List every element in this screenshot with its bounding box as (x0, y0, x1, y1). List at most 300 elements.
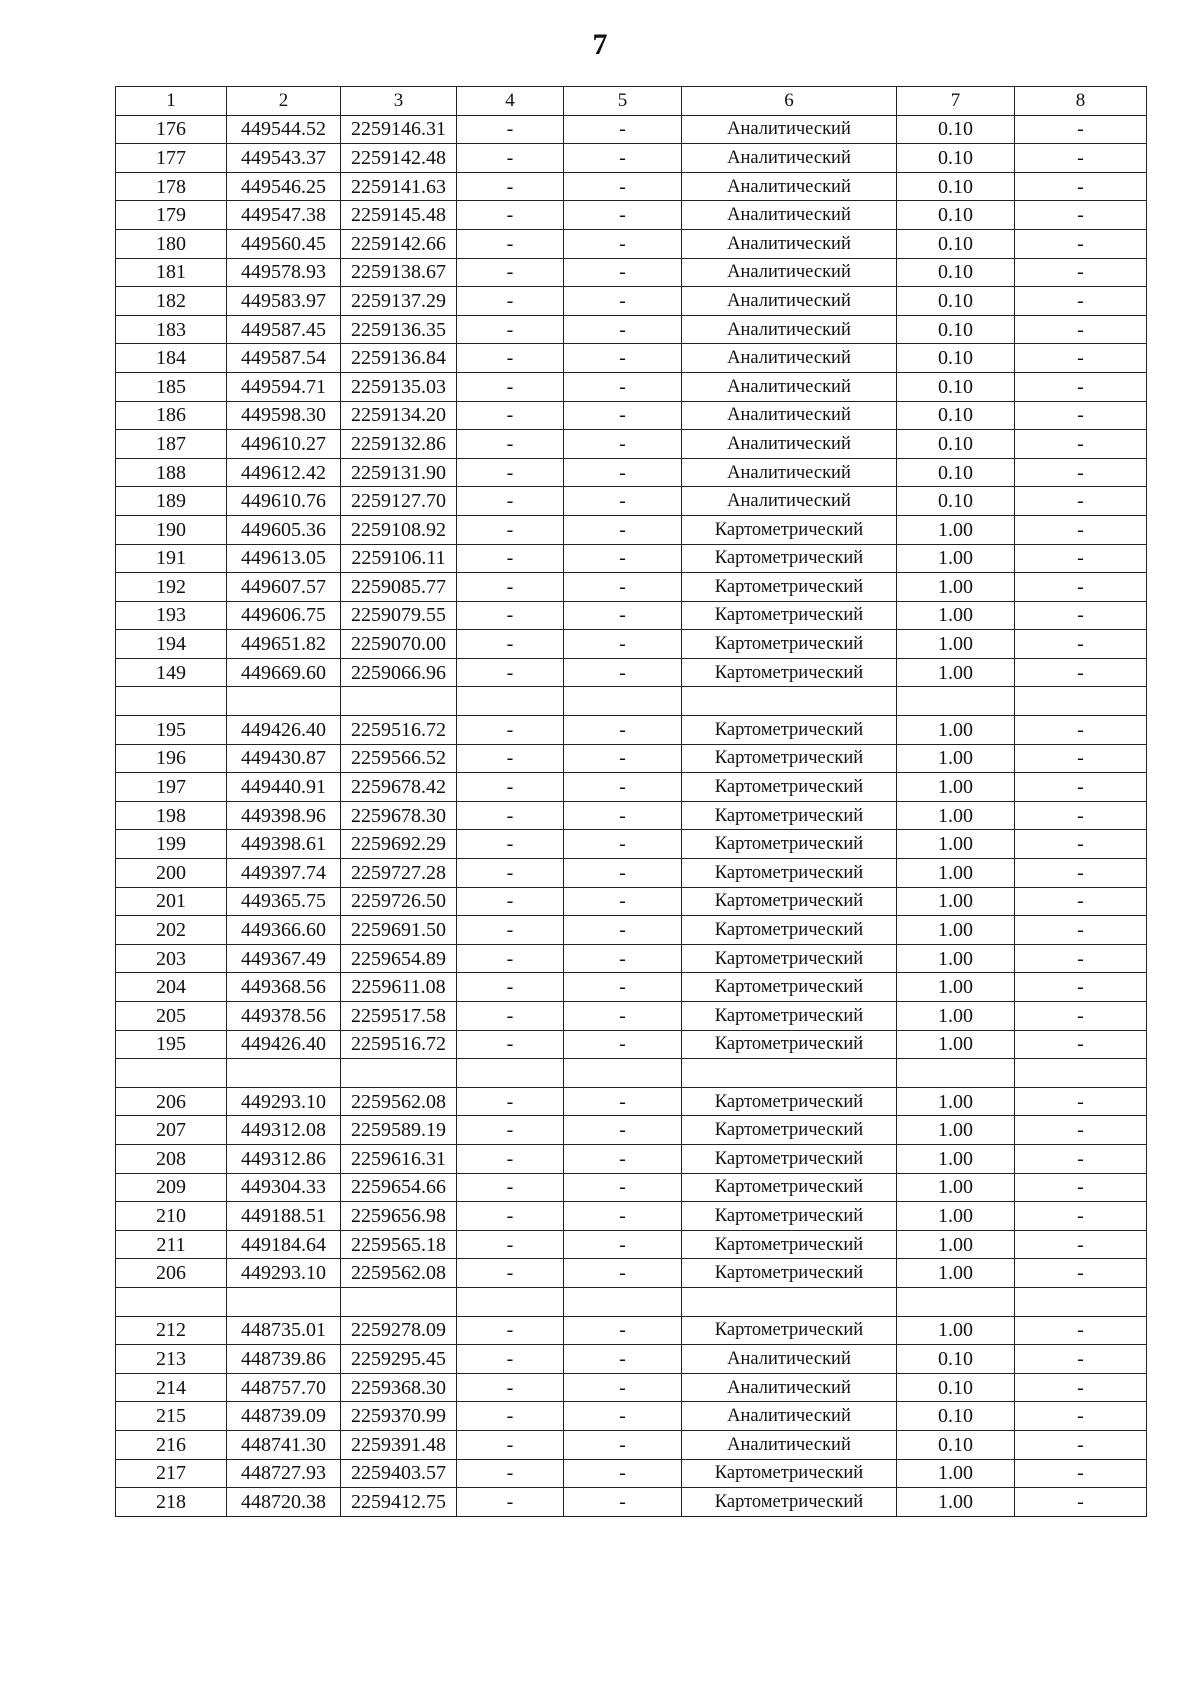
y-coordinate-cell: 2259391.48 (341, 1430, 457, 1459)
method-cell: Картометрический (682, 1202, 897, 1231)
col4-cell: - (457, 1116, 564, 1145)
col4-cell: - (457, 287, 564, 316)
method-cell: Аналитический (682, 1402, 897, 1431)
method-cell: Картометрический (682, 859, 897, 888)
table-body (116, 115, 1147, 1516)
precision-cell: 1.00 (897, 859, 1015, 888)
point-number-cell: 190 (116, 515, 227, 544)
y-coordinate-cell: 2259142.48 (341, 144, 457, 173)
col8-cell: - (1015, 229, 1147, 258)
col5-cell: - (564, 201, 682, 230)
column-header: 1 (116, 87, 227, 116)
table-row (116, 601, 1147, 630)
col4-cell: - (457, 744, 564, 773)
col4-cell: - (457, 315, 564, 344)
point-number-cell: 186 (116, 401, 227, 430)
point-number-cell: 203 (116, 944, 227, 973)
col5-cell: - (564, 716, 682, 745)
precision-cell: 1.00 (897, 916, 1015, 945)
point-number-cell: 206 (116, 1087, 227, 1116)
col5-cell: - (564, 916, 682, 945)
precision-cell: 1.00 (897, 630, 1015, 659)
col5-cell: - (564, 1459, 682, 1488)
col4-cell: - (457, 1230, 564, 1259)
col8-cell: - (1015, 1316, 1147, 1345)
table-row (116, 401, 1147, 430)
point-number-cell: 181 (116, 258, 227, 287)
method-cell: Аналитический (682, 1430, 897, 1459)
precision-cell: 0.10 (897, 372, 1015, 401)
col4-cell: - (457, 859, 564, 888)
col8-cell: - (1015, 515, 1147, 544)
precision-cell: 1.00 (897, 801, 1015, 830)
col8-cell (1015, 687, 1147, 716)
table-row (116, 916, 1147, 945)
point-number-cell: 176 (116, 115, 227, 144)
method-cell: Аналитический (682, 372, 897, 401)
col5-cell: - (564, 830, 682, 859)
method-cell: Картометрический (682, 515, 897, 544)
col8-cell: - (1015, 115, 1147, 144)
col4-cell: - (457, 544, 564, 573)
precision-cell (897, 687, 1015, 716)
table-row (116, 630, 1147, 659)
method-cell: Картометрический (682, 1002, 897, 1031)
point-number-cell: 197 (116, 773, 227, 802)
table-row (116, 687, 1147, 716)
y-coordinate-cell: 2259135.03 (341, 372, 457, 401)
method-cell: Аналитический (682, 401, 897, 430)
precision-cell: 0.10 (897, 401, 1015, 430)
col8-cell: - (1015, 630, 1147, 659)
col8-cell: - (1015, 859, 1147, 888)
point-number-cell: 200 (116, 859, 227, 888)
y-coordinate-cell: 2259403.57 (341, 1459, 457, 1488)
col8-cell: - (1015, 430, 1147, 459)
table-row (116, 830, 1147, 859)
point-number-cell: 185 (116, 372, 227, 401)
point-number-cell: 217 (116, 1459, 227, 1488)
x-coordinate-cell: 449613.05 (227, 544, 341, 573)
x-coordinate-cell: 449188.51 (227, 1202, 341, 1231)
col5-cell: - (564, 544, 682, 573)
x-coordinate-cell: 449669.60 (227, 658, 341, 687)
x-coordinate-cell: 449560.45 (227, 229, 341, 258)
x-coordinate-cell: 449293.10 (227, 1087, 341, 1116)
col4-cell: - (457, 201, 564, 230)
precision-cell: 1.00 (897, 1087, 1015, 1116)
point-number-cell: 214 (116, 1373, 227, 1402)
table-row (116, 430, 1147, 459)
precision-cell: 1.00 (897, 1144, 1015, 1173)
y-coordinate-cell: 2259562.08 (341, 1259, 457, 1288)
method-cell: Картометрический (682, 573, 897, 602)
method-cell (682, 687, 897, 716)
col8-cell: - (1015, 287, 1147, 316)
col8-cell: - (1015, 1173, 1147, 1202)
x-coordinate-cell: 449610.27 (227, 430, 341, 459)
precision-cell: 1.00 (897, 887, 1015, 916)
col8-cell: - (1015, 1345, 1147, 1374)
table-row (116, 573, 1147, 602)
x-coordinate-cell: 449426.40 (227, 1030, 341, 1059)
coordinates-table (115, 86, 1147, 1517)
y-coordinate-cell: 2259066.96 (341, 658, 457, 687)
y-coordinate-cell: 2259070.00 (341, 630, 457, 659)
col5-cell: - (564, 287, 682, 316)
method-cell: Картометрический (682, 658, 897, 687)
x-coordinate-cell: 449587.54 (227, 344, 341, 373)
col8-cell: - (1015, 344, 1147, 373)
column-header: 2 (227, 87, 341, 116)
precision-cell: 1.00 (897, 1316, 1015, 1345)
method-cell: Картометрический (682, 1030, 897, 1059)
col4-cell: - (457, 630, 564, 659)
precision-cell: 1.00 (897, 773, 1015, 802)
method-cell: Аналитический (682, 258, 897, 287)
y-coordinate-cell: 2259678.42 (341, 773, 457, 802)
col8-cell: - (1015, 315, 1147, 344)
col4-cell: - (457, 716, 564, 745)
y-coordinate-cell: 2259412.75 (341, 1488, 457, 1517)
col8-cell: - (1015, 658, 1147, 687)
col8-cell: - (1015, 372, 1147, 401)
method-cell: Картометрический (682, 544, 897, 573)
precision-cell: 1.00 (897, 744, 1015, 773)
y-coordinate-cell: 2259134.20 (341, 401, 457, 430)
col4-cell: - (457, 573, 564, 602)
method-cell: Аналитический (682, 115, 897, 144)
col8-cell: - (1015, 1116, 1147, 1145)
x-coordinate-cell: 449430.87 (227, 744, 341, 773)
table-row (116, 1373, 1147, 1402)
point-number-cell: 215 (116, 1402, 227, 1431)
col5-cell: - (564, 172, 682, 201)
col4-cell: - (457, 658, 564, 687)
col4-cell: - (457, 1144, 564, 1173)
col5-cell: - (564, 1259, 682, 1288)
x-coordinate-cell: 449368.56 (227, 973, 341, 1002)
table-row (116, 1173, 1147, 1202)
col5-cell: - (564, 773, 682, 802)
page-number: 7 (592, 28, 608, 61)
y-coordinate-cell: 2259131.90 (341, 458, 457, 487)
x-coordinate-cell (227, 687, 341, 716)
col4-cell: - (457, 1259, 564, 1288)
x-coordinate-cell: 449397.74 (227, 859, 341, 888)
table-row (116, 1202, 1147, 1231)
precision-cell: 1.00 (897, 944, 1015, 973)
table-row (116, 1259, 1147, 1288)
col4-cell: - (457, 229, 564, 258)
col4-cell: - (457, 773, 564, 802)
x-coordinate-cell: 449426.40 (227, 716, 341, 745)
point-number-cell: 213 (116, 1345, 227, 1374)
y-coordinate-cell: 2259085.77 (341, 573, 457, 602)
table-row (116, 315, 1147, 344)
col4-cell: - (457, 344, 564, 373)
table-row (116, 201, 1147, 230)
point-number-cell: 179 (116, 201, 227, 230)
table-row (116, 229, 1147, 258)
col5-cell: - (564, 1173, 682, 1202)
precision-cell: 0.10 (897, 1430, 1015, 1459)
table-row (116, 1116, 1147, 1145)
x-coordinate-cell: 448720.38 (227, 1488, 341, 1517)
col4-cell: - (457, 430, 564, 459)
method-cell: Аналитический (682, 1373, 897, 1402)
x-coordinate-cell: 449543.37 (227, 144, 341, 173)
table-row (116, 1459, 1147, 1488)
y-coordinate-cell: 2259727.28 (341, 859, 457, 888)
method-cell: Картометрический (682, 1459, 897, 1488)
point-number-cell: 192 (116, 573, 227, 602)
col4-cell: - (457, 916, 564, 945)
col8-cell (1015, 1287, 1147, 1316)
col5-cell (564, 687, 682, 716)
col5-cell: - (564, 859, 682, 888)
y-coordinate-cell: 2259566.52 (341, 744, 457, 773)
method-cell: Картометрический (682, 744, 897, 773)
col5-cell: - (564, 115, 682, 144)
col4-cell: - (457, 1430, 564, 1459)
x-coordinate-cell: 449366.60 (227, 916, 341, 945)
col5-cell (564, 1287, 682, 1316)
col8-cell: - (1015, 1144, 1147, 1173)
col8-cell: - (1015, 744, 1147, 773)
col4-cell: - (457, 515, 564, 544)
point-number-cell: 212 (116, 1316, 227, 1345)
method-cell: Аналитический (682, 172, 897, 201)
precision-cell: 1.00 (897, 1459, 1015, 1488)
y-coordinate-cell: 2259136.84 (341, 344, 457, 373)
col4-cell: - (457, 1087, 564, 1116)
table-row (116, 944, 1147, 973)
method-cell: Картометрический (682, 1259, 897, 1288)
col5-cell: - (564, 973, 682, 1002)
y-coordinate-cell (341, 1059, 457, 1088)
col8-cell: - (1015, 601, 1147, 630)
col8-cell: - (1015, 1087, 1147, 1116)
point-number-cell: 187 (116, 430, 227, 459)
method-cell: Аналитический (682, 430, 897, 459)
method-cell: Картометрический (682, 916, 897, 945)
x-coordinate-cell: 449304.33 (227, 1173, 341, 1202)
col5-cell: - (564, 1430, 682, 1459)
col5-cell: - (564, 1373, 682, 1402)
precision-cell: 1.00 (897, 1030, 1015, 1059)
col5-cell: - (564, 1316, 682, 1345)
y-coordinate-cell: 2259656.98 (341, 1202, 457, 1231)
method-cell (682, 1059, 897, 1088)
table-row (116, 973, 1147, 1002)
point-number-cell: 180 (116, 229, 227, 258)
col8-cell: - (1015, 1230, 1147, 1259)
col5-cell: - (564, 1402, 682, 1431)
col4-cell (457, 1059, 564, 1088)
x-coordinate-cell: 449651.82 (227, 630, 341, 659)
col5-cell: - (564, 1030, 682, 1059)
col8-cell: - (1015, 944, 1147, 973)
col8-cell: - (1015, 716, 1147, 745)
y-coordinate-cell: 2259142.66 (341, 229, 457, 258)
x-coordinate-cell: 449612.42 (227, 458, 341, 487)
x-coordinate-cell: 448739.86 (227, 1345, 341, 1374)
col8-cell: - (1015, 544, 1147, 573)
y-coordinate-cell: 2259137.29 (341, 287, 457, 316)
col8-cell: - (1015, 172, 1147, 201)
x-coordinate-cell: 448757.70 (227, 1373, 341, 1402)
col8-cell: - (1015, 1030, 1147, 1059)
point-number-cell: 209 (116, 1173, 227, 1202)
method-cell: Аналитический (682, 487, 897, 516)
table-row (116, 859, 1147, 888)
column-header: 8 (1015, 87, 1147, 116)
col5-cell: - (564, 944, 682, 973)
precision-cell: 0.10 (897, 430, 1015, 459)
method-cell (682, 1287, 897, 1316)
table-row (116, 172, 1147, 201)
y-coordinate-cell: 2259589.19 (341, 1116, 457, 1145)
precision-cell: 0.10 (897, 258, 1015, 287)
method-cell: Картометрический (682, 973, 897, 1002)
precision-cell: 1.00 (897, 716, 1015, 745)
precision-cell: 0.10 (897, 1402, 1015, 1431)
col4-cell: - (457, 801, 564, 830)
x-coordinate-cell: 448727.93 (227, 1459, 341, 1488)
col8-cell: - (1015, 973, 1147, 1002)
y-coordinate-cell: 2259146.31 (341, 115, 457, 144)
x-coordinate-cell: 449398.61 (227, 830, 341, 859)
table-row (116, 544, 1147, 573)
y-coordinate-cell (341, 1287, 457, 1316)
y-coordinate-cell (341, 687, 457, 716)
col4-cell: - (457, 1030, 564, 1059)
method-cell: Аналитический (682, 144, 897, 173)
precision-cell: 1.00 (897, 658, 1015, 687)
precision-cell: 1.00 (897, 573, 1015, 602)
y-coordinate-cell: 2259678.30 (341, 801, 457, 830)
y-coordinate-cell: 2259132.86 (341, 430, 457, 459)
x-coordinate-cell: 449398.96 (227, 801, 341, 830)
col4-cell: - (457, 401, 564, 430)
col5-cell: - (564, 630, 682, 659)
table-row (116, 458, 1147, 487)
point-number-cell: 207 (116, 1116, 227, 1145)
column-header: 5 (564, 87, 682, 116)
precision-cell: 0.10 (897, 287, 1015, 316)
point-number-cell: 189 (116, 487, 227, 516)
x-coordinate-cell: 448735.01 (227, 1316, 341, 1345)
precision-cell: 1.00 (897, 1230, 1015, 1259)
precision-cell: 0.10 (897, 487, 1015, 516)
y-coordinate-cell: 2259726.50 (341, 887, 457, 916)
point-number-cell: 193 (116, 601, 227, 630)
method-cell: Аналитический (682, 229, 897, 258)
x-coordinate-cell: 449583.97 (227, 287, 341, 316)
col5-cell: - (564, 401, 682, 430)
table-row (116, 515, 1147, 544)
method-cell: Картометрический (682, 887, 897, 916)
y-coordinate-cell: 2259136.35 (341, 315, 457, 344)
col4-cell (457, 1287, 564, 1316)
col5-cell (564, 1059, 682, 1088)
x-coordinate-cell: 449546.25 (227, 172, 341, 201)
col5-cell: - (564, 144, 682, 173)
precision-cell: 0.10 (897, 1345, 1015, 1374)
column-header: 3 (341, 87, 457, 116)
y-coordinate-cell: 2259368.30 (341, 1373, 457, 1402)
col4-cell: - (457, 944, 564, 973)
method-cell: Картометрический (682, 1087, 897, 1116)
col5-cell: - (564, 1144, 682, 1173)
col8-cell: - (1015, 1430, 1147, 1459)
col8-cell: - (1015, 773, 1147, 802)
col5-cell: - (564, 344, 682, 373)
precision-cell: 0.10 (897, 172, 1015, 201)
col5-cell: - (564, 229, 682, 258)
method-cell: Картометрический (682, 1116, 897, 1145)
y-coordinate-cell: 2259278.09 (341, 1316, 457, 1345)
x-coordinate-cell: 449607.57 (227, 573, 341, 602)
col4-cell: - (457, 1402, 564, 1431)
col4-cell: - (457, 1002, 564, 1031)
col5-cell: - (564, 515, 682, 544)
col4-cell: - (457, 1202, 564, 1231)
table-row (116, 344, 1147, 373)
y-coordinate-cell: 2259141.63 (341, 172, 457, 201)
point-number-cell: 188 (116, 458, 227, 487)
x-coordinate-cell: 449578.93 (227, 258, 341, 287)
col8-cell: - (1015, 1259, 1147, 1288)
x-coordinate-cell (227, 1059, 341, 1088)
precision-cell: 1.00 (897, 1173, 1015, 1202)
col8-cell: - (1015, 801, 1147, 830)
precision-cell: 1.00 (897, 515, 1015, 544)
table-row (116, 1316, 1147, 1345)
col5-cell: - (564, 458, 682, 487)
method-cell: Аналитический (682, 201, 897, 230)
col4-cell: - (457, 1459, 564, 1488)
table-row (116, 1230, 1147, 1259)
col4-cell: - (457, 1345, 564, 1374)
x-coordinate-cell: 449544.52 (227, 115, 341, 144)
precision-cell: 0.10 (897, 229, 1015, 258)
col5-cell: - (564, 1087, 682, 1116)
col8-cell: - (1015, 401, 1147, 430)
column-header: 7 (897, 87, 1015, 116)
point-number-cell: 198 (116, 801, 227, 830)
y-coordinate-cell: 2259127.70 (341, 487, 457, 516)
precision-cell: 1.00 (897, 1116, 1015, 1145)
method-cell: Аналитический (682, 1345, 897, 1374)
point-number-cell (116, 1287, 227, 1316)
table-row (116, 1488, 1147, 1517)
point-number-cell: 218 (116, 1488, 227, 1517)
method-cell: Картометрический (682, 1173, 897, 1202)
table-row (116, 1144, 1147, 1173)
col8-cell: - (1015, 258, 1147, 287)
y-coordinate-cell: 2259108.92 (341, 515, 457, 544)
x-coordinate-cell: 448741.30 (227, 1430, 341, 1459)
col5-cell: - (564, 1488, 682, 1517)
col4-cell: - (457, 887, 564, 916)
table-row (116, 773, 1147, 802)
x-coordinate-cell: 449587.45 (227, 315, 341, 344)
table-row (116, 144, 1147, 173)
col4-cell: - (457, 1316, 564, 1345)
precision-cell (897, 1059, 1015, 1088)
